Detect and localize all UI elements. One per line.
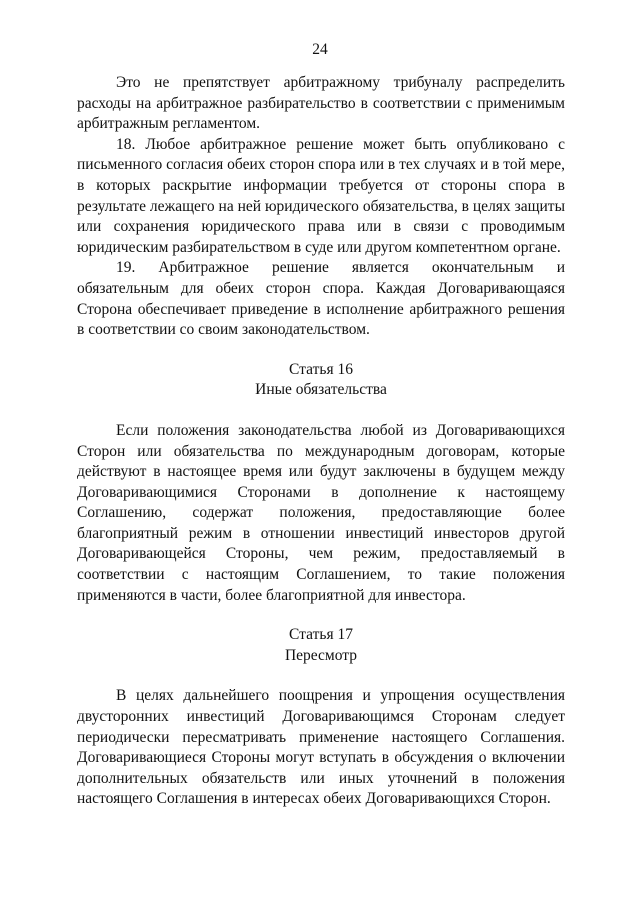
document-body: [77, 73, 565, 810]
page-number: 24: [312, 41, 328, 58]
spacer: [77, 341, 565, 360]
article-16-title: Иные обязательства: [255, 381, 387, 399]
article-17-title: Пересмотр: [284, 646, 358, 664]
paragraph-19-final-award: 19. Арбитражное решение является окончательным и обязательным для обеих сторон спора. Каждая Договаривающаяся Сторона обеспечивает приведение в исполнение арбитражного решения в соответствии со своим законодательством.: [77, 259, 565, 339]
paragraph-arbitration-costs: Это не препятствует арбитражному трибуналу распределить расходы на арбитражное разбирательство в соответствии с применимым арбитражным регламентом.: [77, 74, 565, 133]
spacer: [77, 606, 565, 625]
article-16-number: Статья 16: [289, 360, 353, 378]
spacer: [77, 666, 565, 686]
article-17-heading: [77, 625, 565, 666]
spacer: [77, 401, 565, 421]
article-17-paragraph: В целях дальнейшего поощрения и упрощения осуществления двусторонних инвестиций Договаривающимся Сторонам следует периодически пересматривать применение настоящего Соглашения. Договаривающиеся Стороны могут вступать в обсуждения о включении дополнительных обязательств или иных уточнений в положения настоящего Соглашения в интересах обеих Договаривающихся Сторон.: [77, 687, 565, 808]
article-16-paragraph: Если положения законодательства любой из Договаривающихся Сторон или обязательства по международным договорам, которые действуют в настоящее время или будут заключены в будущем между Договаривающимися Сторонами в дополнение к настоящему Соглашению, содержат положения, предоставляющие более благоприятный режим в отношении инвестиций инвесторов другой Договаривающейся Стороны, чем режим, предоставляемый в соответствии с настоящим Соглашением, то такие положения применяются в части, более благоприятной для инвестора.: [77, 421, 565, 604]
paragraph-18-publication: 18. Любое арбитражное решение может быть опубликовано с письменного согласия обеих сторон спора или в тех случаях и в той мере, в которых раскрытие информации требуется от стороны спора в результате лежащего на ней юридического обязательства, в целях защиты или сохранения юридического права или в связи с проводимым юридическим разбирательством в суде или другом компетентном органе.: [77, 135, 565, 256]
article-17-number: Статья 17: [289, 626, 353, 644]
article-16-heading: [77, 360, 565, 401]
